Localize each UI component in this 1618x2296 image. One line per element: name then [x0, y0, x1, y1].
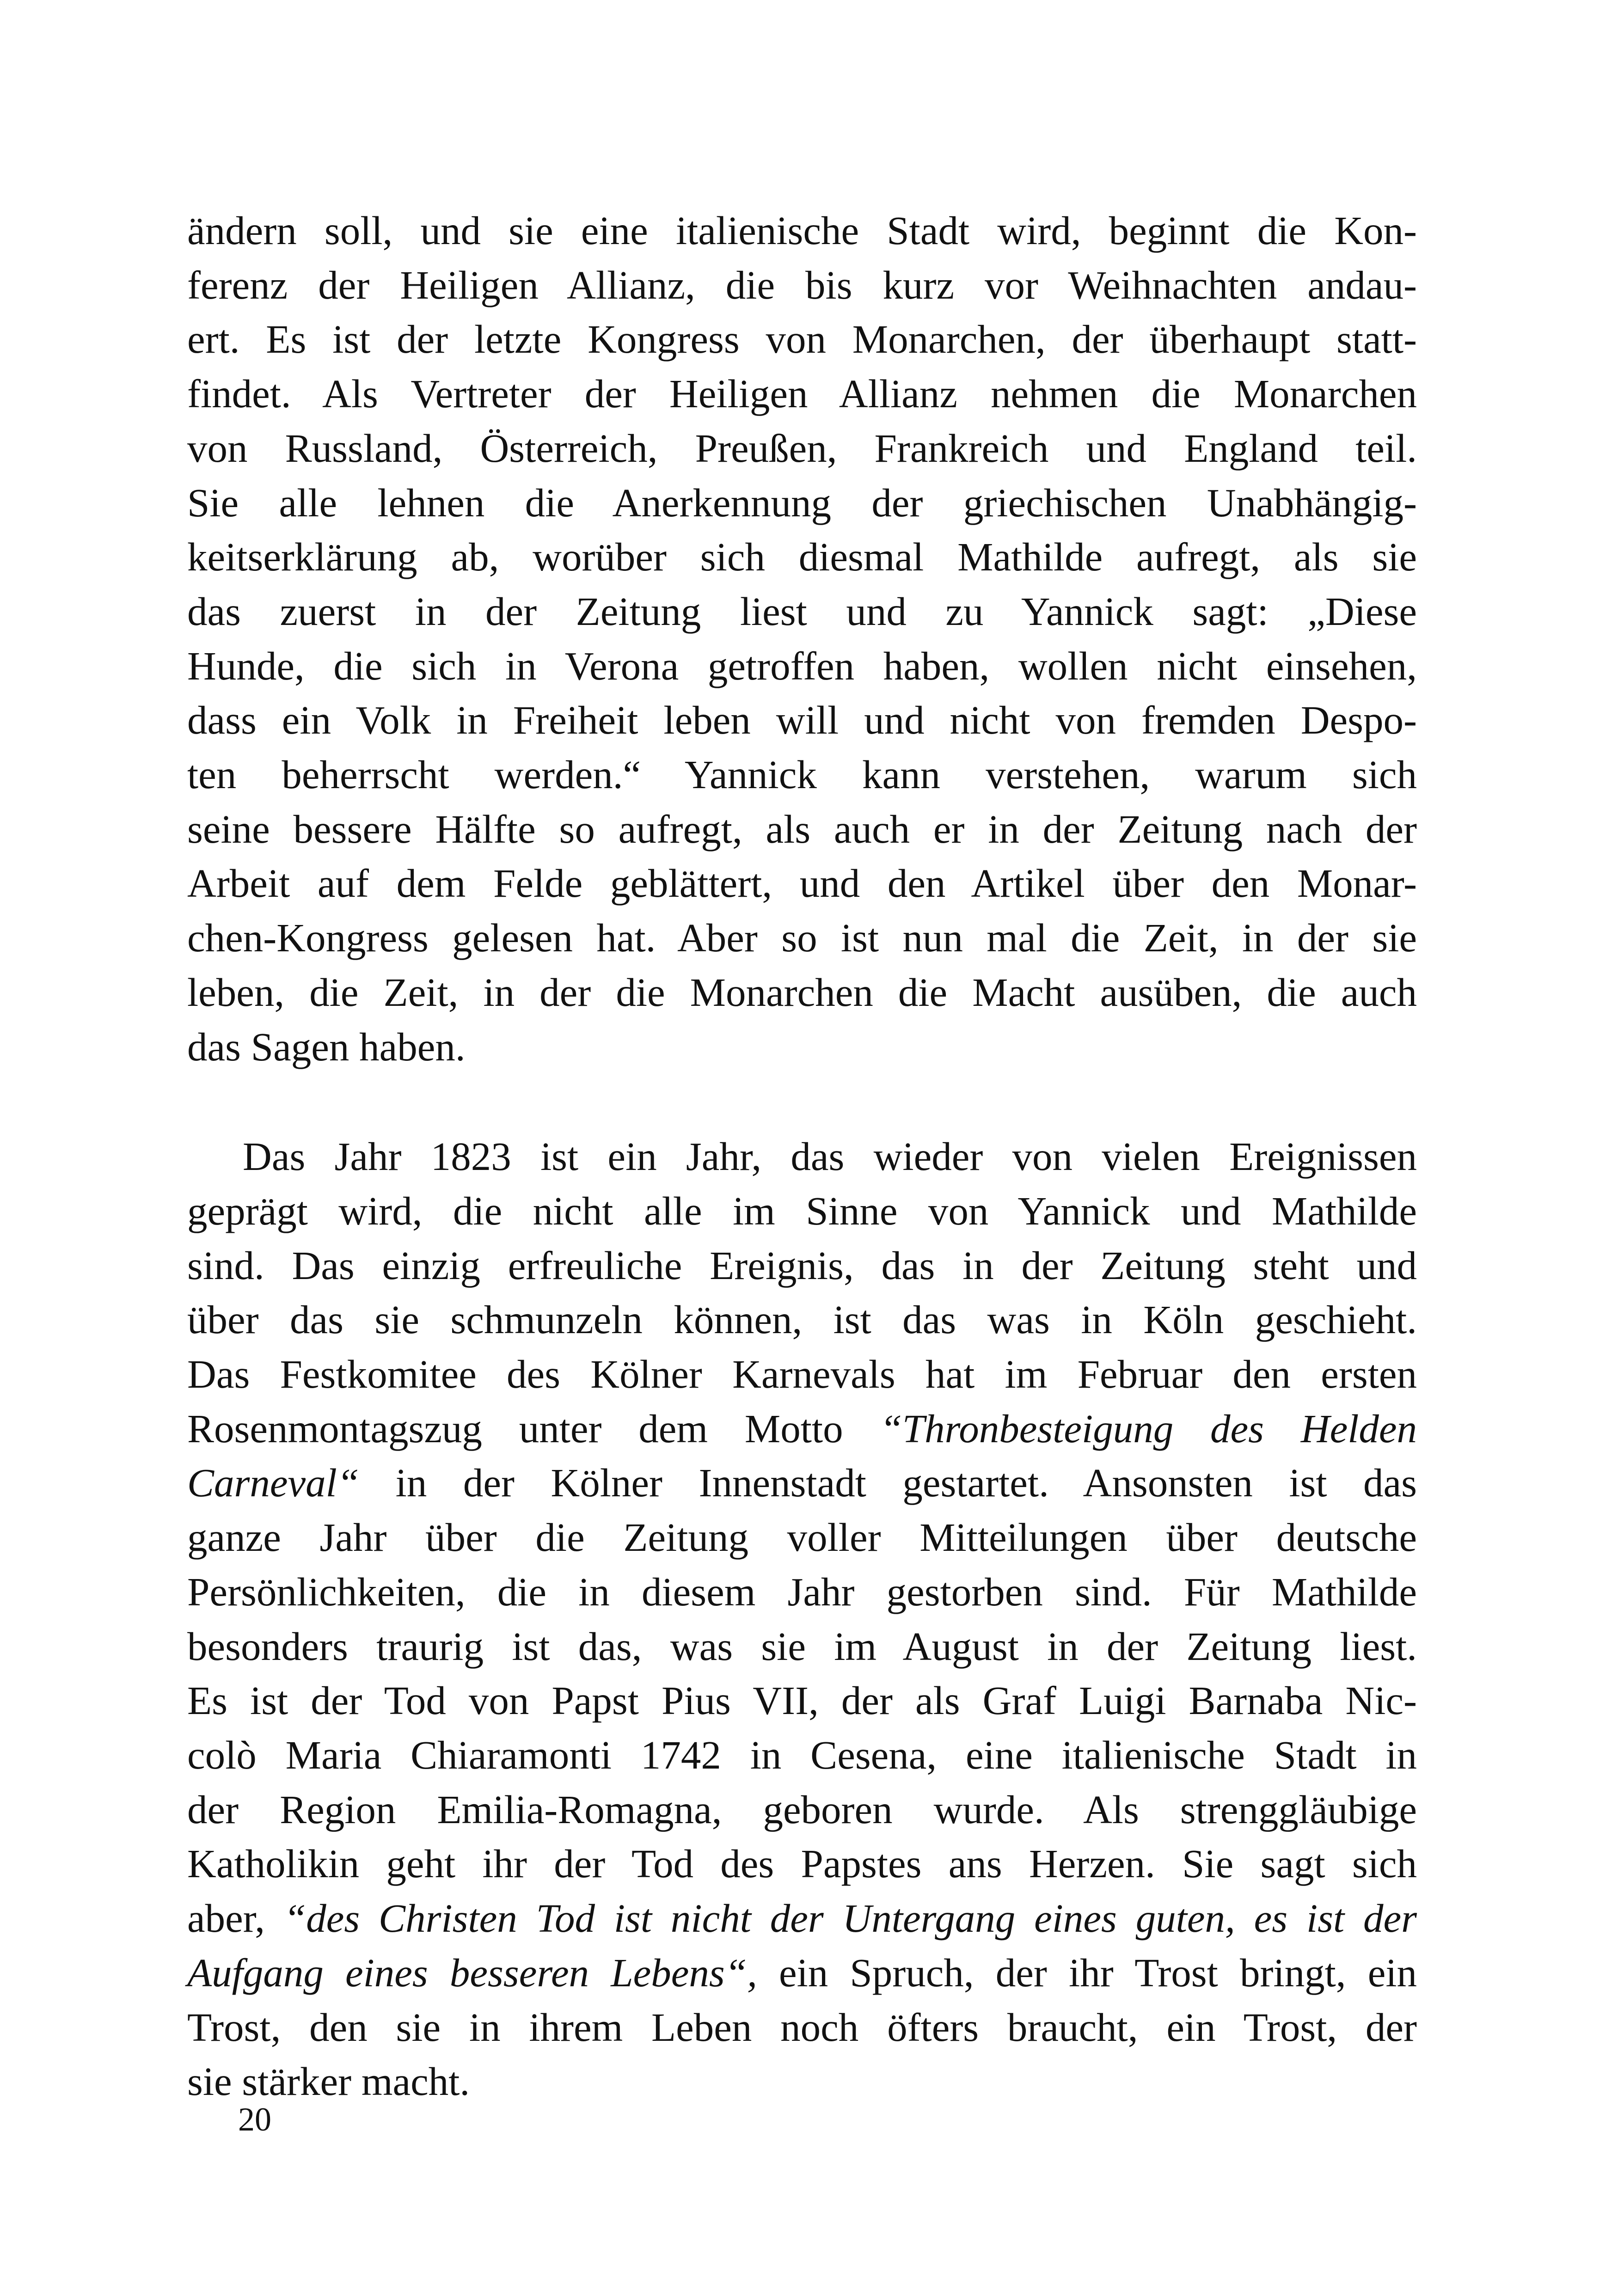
paragraph-spacer [187, 1074, 1417, 1129]
text-run: in der Kölner Innenstadt gestartet. Ansonsten ist das [359, 1460, 1417, 1506]
text-run: ein Spruch, der ihr Trost bringt, ein [757, 1950, 1417, 1995]
text-line: Sie alle lehnen die Anerkennung der griechischen Unabhängig- [187, 480, 1417, 525]
text-line: Katholikin geht ihr der Tod des Papstes ans Herzen. Sie sagt sich [187, 1841, 1417, 1886]
italic-quote: Carneval“ [187, 1460, 360, 1506]
text-line: Das Festkomitee des Kölner Karnevals hat im Februar den ersten [187, 1352, 1417, 1397]
text-line: ändern soll, und sie eine italienische Stadt wird, beginnt die Kon- [187, 208, 1417, 253]
text-line [187, 1891, 1417, 1946]
text-line: leben, die Zeit, in der die Monarchen die Macht ausüben, die auch [187, 969, 1417, 1015]
text-line: sind. Das einzig erfreuliche Ereignis, das in der Zeitung steht und [187, 1243, 1417, 1288]
text-line: Es ist der Tod von Papst Pius VII, der als Graf Luigi Barnaba Nic- [187, 1678, 1417, 1723]
text-line: ganze Jahr über die Zeitung voller Mitteilungen über deutsche [187, 1515, 1417, 1560]
text-line: über das sie schmunzeln können, ist das was in Köln geschieht. [187, 1297, 1417, 1342]
text-line: Hunde, die sich in Verona getroffen haben, wollen nicht einsehen, [187, 643, 1417, 688]
italic-quote: “des Christen Tod ist nicht der Untergang eines guten, es ist der [283, 1896, 1417, 1941]
text-line: Das Jahr 1823 ist ein Jahr, das wieder von vielen Ereignissen [243, 1134, 1417, 1179]
italic-quote: “Thronbesteigung des Helden [880, 1406, 1417, 1451]
text-line: ten beherrscht werden.“ Yannick kann verstehen, warum sich [187, 752, 1417, 797]
paragraph-2 [187, 1129, 1417, 2109]
text-run: aber, [187, 1896, 284, 1941]
text-line [187, 1946, 1417, 2000]
text-line: geprägt wird, die nicht alle im Sinne von Yannick und Mathilde [187, 1188, 1417, 1233]
text-line: Trost, den sie in ihrem Leben noch öfters braucht, ein Trost, der [187, 2004, 1417, 2050]
text-line: sie stärker macht. [187, 2059, 470, 2104]
text-line: ert. Es ist der letzte Kongress von Monarchen, der überhaupt statt- [187, 317, 1417, 362]
text-line: seine bessere Hälfte so aufregt, als auch er in der Zeitung nach der [187, 806, 1417, 851]
text-line [187, 1456, 1417, 1510]
text-line: findet. Als Vertreter der Heiligen Allianz nehmen die Monarchen [187, 371, 1417, 416]
text-line: Arbeit auf dem Felde geblättert, und den Artikel über den Monar- [187, 861, 1417, 906]
paragraph-1 [187, 203, 1417, 1074]
text-line: der Region Emilia-Romagna, geboren wurde. Als strenggläubige [187, 1787, 1417, 1832]
text-line: chen-Kongress gelesen hat. Aber so ist nun mal die Zeit, in der sie [187, 915, 1417, 961]
text-line: dass ein Volk in Freiheit leben will und nicht von fremden Despo- [187, 698, 1417, 743]
text-line: colò Maria Chiaramonti 1742 in Cesena, eine italienische Stadt in [187, 1732, 1417, 1777]
text-run: Rosenmontagszug unter dem Motto [187, 1406, 880, 1451]
italic-quote: Aufgang eines besseren Lebens“, [187, 1950, 757, 1995]
text-line [187, 1402, 1417, 1456]
text-line: von Russland, Österreich, Preußen, Frankreich und England teil. [187, 425, 1417, 471]
page-number: 20 [238, 2101, 271, 2138]
text-line: ferenz der Heiligen Allianz, die bis kurz vor Weihnachten andau- [187, 262, 1417, 307]
text-line: besonders traurig ist das, was sie im August in der Zeitung liest. [187, 1623, 1417, 1669]
body-text [187, 203, 1417, 2109]
text-line: das Sagen haben. [187, 1024, 466, 1069]
text-line: keitserklärung ab, worüber sich diesmal Mathilde aufregt, als sie [187, 534, 1417, 580]
text-line: Persönlichkeiten, die in diesem Jahr gestorben sind. Für Mathilde [187, 1569, 1417, 1614]
text-line: das zuerst in der Zeitung liest und zu Yannick sagt: „Diese [187, 588, 1417, 634]
